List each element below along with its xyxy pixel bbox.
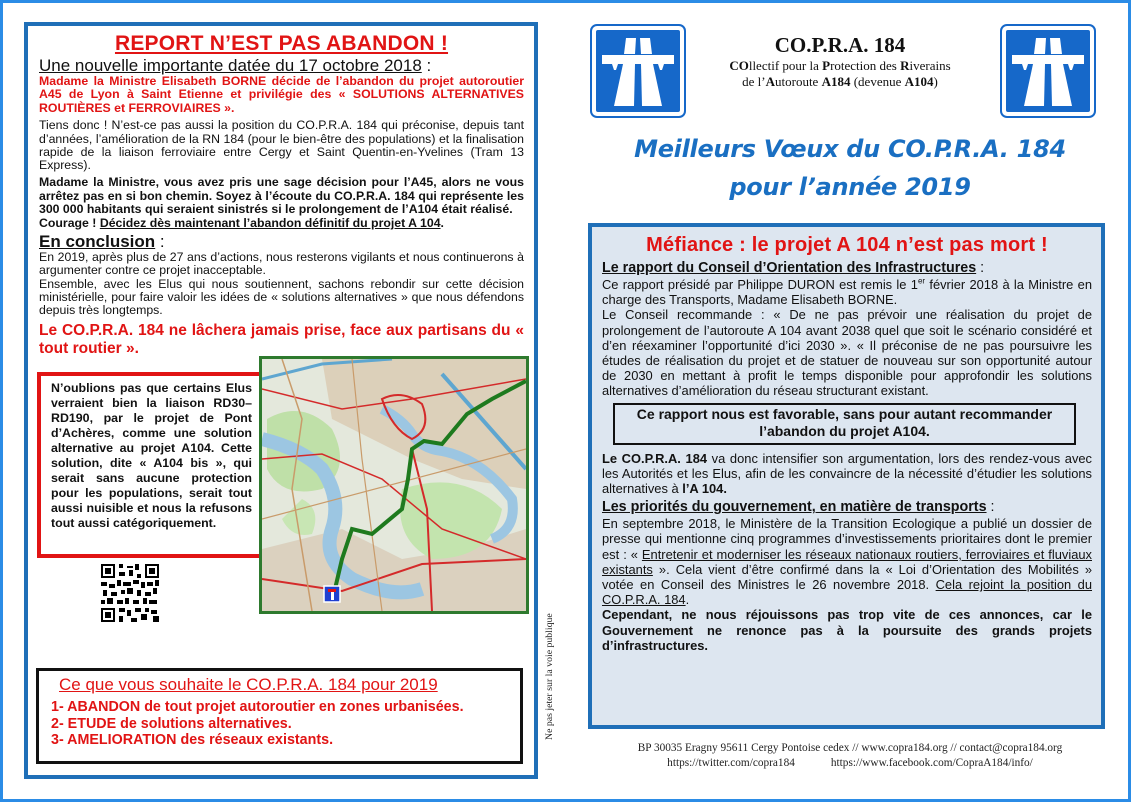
org-fullname-line-2 <box>690 74 990 90</box>
section-1-colon: : <box>976 260 985 276</box>
right-panel <box>588 223 1105 729</box>
priorities-text: ». Cela vient d’être confirmé dans la « Loi d’Orientation des Mobilités » votée en Conseil des Ministres le 26 novembre 2018. <box>602 561 1092 593</box>
motorway-sign-icon <box>590 24 686 118</box>
org-initial: P <box>822 58 831 73</box>
wish-item: 2- ETUDE de solutions alternatives. <box>51 715 292 732</box>
org-road-new: A104 <box>904 74 934 89</box>
section-1-heading <box>602 260 1092 277</box>
priorities-conclusion: Cela rejoint la position du CO.P.R.A. 184 <box>602 577 1093 608</box>
greeting-line-2: pour l’année 2019 <box>729 173 971 201</box>
report-paragraph-2: Le Conseil recommande : « De ne pas prévoir une réalisation du projet de prolongement de l’autoroute A 104 avant 2038 quel que soit le scénario considéré et d’en réexaminer l’opportunité d’ici 2030 ». « Il préconise de ne pas poursuivre les études de réalisation du projet et de statuer de nouveau sur son opportunité autour de 2030 en mettant à profit le temps disponible pour approfondir les solutions alternatives d’amélioration du réseau structurant existant. <box>602 307 1092 399</box>
org-text: ) <box>933 74 938 89</box>
conclusion-heading-text: En conclusion <box>39 232 156 252</box>
news-heading-colon: : <box>421 56 432 75</box>
news-heading <box>39 56 524 75</box>
conclusion-colon: : <box>155 232 165 252</box>
littering-note: Ne pas jeter sur la voie publique <box>544 613 555 740</box>
map-graphic <box>262 359 526 611</box>
org-fullname-line-1 <box>690 58 990 74</box>
section-1-heading-text: Le rapport du Conseil d’Orientation des Infrastructures <box>602 260 977 276</box>
paragraph-minister-appeal: Madame la Ministre, vous avez pris une sage décision pour l’A45, alors ne vous arrêtez pas en si bon chemin. Soyez à l’écoute du CO.P.R.A. 184 qui représente les 300 000 habitants qui seraient sinistrés si le prolongement de l’A104 était réalisé. <box>39 175 524 217</box>
org-text: (devenue <box>850 74 905 89</box>
facebook-link[interactable]: https://www.facebook.com/CopraA184/info/ <box>830 757 1033 769</box>
section-2-heading-text: Les priorités du gouvernement, en matière de transports <box>602 499 987 516</box>
org-initial: CO <box>729 58 749 73</box>
warning-heading: Méfiance : le projet A 104 n’est pas mort ! <box>646 234 1048 256</box>
courage-prefix: Courage ! <box>39 215 100 230</box>
a104-bis-warning-text: N’oublions pas que certains Elus verraient bien la liaison RD30–RD190, par le projet de Pont d’Achères, comme une solution alternative au projet A104. Cette solution, dite « A104 bis », qui serait sans aucune protection pour les populations, serait tout aussi nuisible et nous la refusons tout aussi catégoriquement. <box>51 380 252 530</box>
conclusion-paragraph-1: En 2019, après plus de 27 ans d’actions, nous resterons vigilants et nous continuerons à argumenter contre ce projet inacceptable. <box>39 250 524 278</box>
priorities-quote: Entretenir et moderniser les réseaux nationaux routiers, ferroviaires et fluviaux existants <box>602 546 1092 577</box>
org-text: utoroute <box>775 74 822 89</box>
qr-code-icon[interactable] <box>101 564 159 622</box>
wish-item: 3- AMELIORATION des réseaux existants. <box>51 732 334 748</box>
wishes-list <box>51 699 520 749</box>
slogan: Le CO.P.R.A. 184 ne lâchera jamais prise, face aux partisans du « tout routier ». <box>39 321 524 357</box>
twitter-link[interactable]: https://twitter.com/copra184 <box>667 757 795 769</box>
org-name: CO.P.R.A. 184 <box>774 33 906 57</box>
priorities-text: En septembre 2018, le Ministère de la Transition Ecologique a publié un dossier de presse qui mentionne cinq programmes d’investissements prioritaires dont le premier est : « <box>602 516 1092 562</box>
priorities-paragraph <box>602 516 1092 607</box>
wishes-title: Ce que vous souhaite le CO.P.R.A. 184 pour 2019 <box>59 675 438 694</box>
wishes-box <box>36 668 523 764</box>
conclusion-paragraph-2: Ensemble, avec les Elus qui nous soutiennent, sachons rebondir sur cette décision ministérielle, pour faire valoir les idées de « solutions alternatives » que nous défendons depuis très longtemps. <box>39 276 524 318</box>
news-announcement: Madame la Ministre Elisabeth BORNE décide de l’abandon du projet autoroutier A45 de Lyon à Saint Etienne et privilégie des « SOLUTIONS ALTERNATIVES ROUTIÈRES et FERROVIAIRES ». <box>39 74 524 115</box>
courage-demand: Décidez dès maintenant l’abandon définitif du projet A 104 <box>99 215 441 230</box>
copra-road: l’A 104. <box>682 481 727 497</box>
org-text: rotection des <box>830 58 901 73</box>
postal-address-line[interactable]: BP 30035 Eragny 95611 Cergy Pontoise cedex // www.copra184.org // contact@copra184.org <box>637 742 1063 754</box>
favorable-box: Ce rapport nous est favorable, sans pour autant recommander l’abandon du projet A104. <box>613 403 1076 445</box>
news-heading-text: Une nouvelle importante datée du 17 octobre 2018 <box>39 56 422 75</box>
org-initial: A <box>765 74 775 89</box>
copra-text: va donc intensifier son argumentation, lors des rendez-vous avec les Autorités et les Elus, afin de les convaincre de la nécessité d’étudier les solutions alternatives à <box>602 450 1092 497</box>
org-title-block <box>690 32 990 90</box>
section-2-colon: : <box>986 499 995 516</box>
a104-bis-warning-box <box>37 372 263 558</box>
report-text: février 2018 à la Ministre en charge des Transports, Madame Elisabeth BORNE. <box>602 277 1092 308</box>
greeting <box>590 130 1110 206</box>
courage-suffix: . <box>440 215 444 230</box>
middle-area <box>39 358 524 633</box>
copra-paragraph <box>602 451 1092 497</box>
org-text: de l’ <box>742 74 766 89</box>
report-text: Ce rapport présidé par Philippe DURON est remis le 1 <box>602 277 918 292</box>
closing-paragraph: Cependant, ne nous réjouissons pas trop vite de ces annonces, car le Gouvernement ne renonce pas à la poursuite des grands projets d’infrastructures. <box>602 607 1092 653</box>
org-text: llectif pour la <box>748 58 823 73</box>
conclusion-heading <box>39 232 524 251</box>
org-initial: R <box>900 58 910 73</box>
org-text: iverains <box>909 58 951 73</box>
priorities-text: . <box>685 592 690 608</box>
wish-item: 1- ABANDON de tout projet autoroutier en zones urbanisées. <box>51 699 464 715</box>
route-map <box>259 356 529 614</box>
left-panel <box>24 22 538 779</box>
greeting-line-1: Meilleurs Vœux du CO.P.R.A. 184 <box>634 135 1066 163</box>
social-links <box>590 756 1110 771</box>
motorway-sign-icon <box>1000 24 1096 118</box>
headline: REPORT N’EST PAS ABANDON ! <box>114 32 449 55</box>
contact-footer <box>590 741 1110 771</box>
report-paragraph-1 <box>602 277 1092 307</box>
paragraph-position: Tiens donc ! N’est-ce pas aussi la position du CO.P.R.A. 184 qui préconise, depuis tant d’années, l’amélioration de la RN 184 (pour le bien-être des populations) et la finalisation rapide de la liaison ferroviaire entre Cergy et Saint Quentin-en-Yvelines (Tram 13 Express). <box>39 118 524 173</box>
dead-end-sign-icon <box>324 586 340 602</box>
ordinal-superscript: er <box>917 276 926 286</box>
courage-line <box>39 217 524 230</box>
org-road-old: A184 <box>821 74 851 89</box>
copra-name: Le CO.P.R.A. 184 <box>602 450 708 466</box>
section-2-heading <box>602 499 1092 516</box>
